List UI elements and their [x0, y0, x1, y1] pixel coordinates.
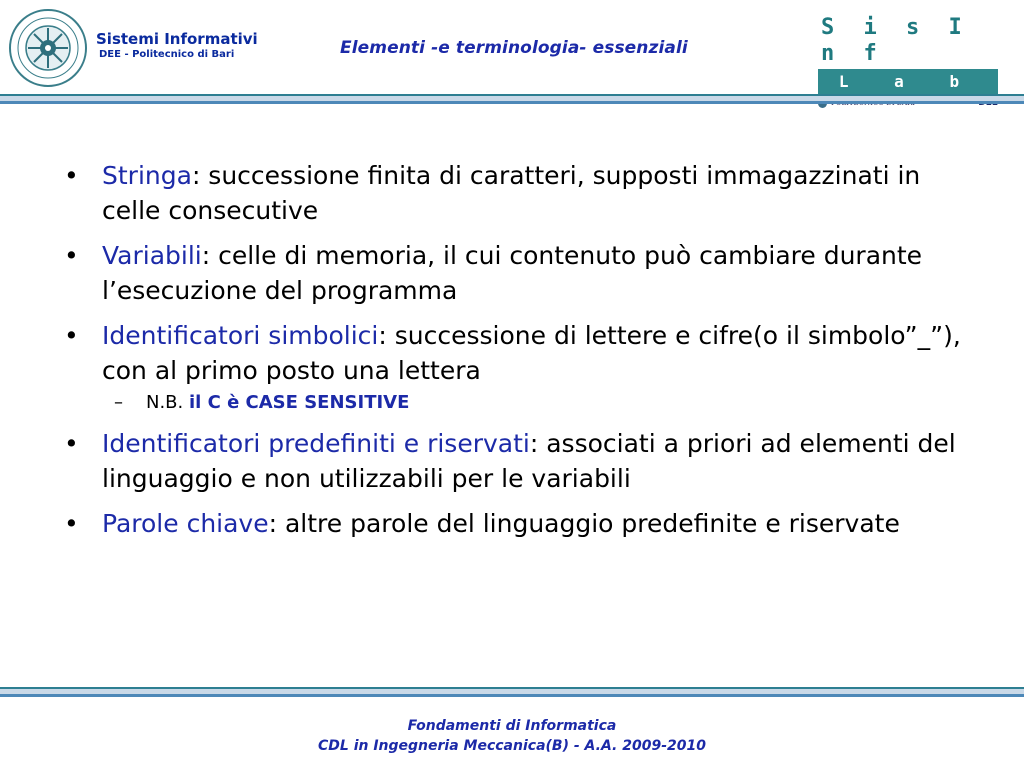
bullet-text: : altre parole del linguaggio predefinite e riservate	[268, 509, 900, 538]
bullet-text: : successione finita di caratteri, supposti immagazzinati in celle consecutive	[102, 161, 921, 225]
bullet-marker: •	[64, 509, 79, 538]
bullet-marker: •	[64, 241, 79, 270]
sub-dash: –	[114, 392, 123, 413]
bullet-marker: •	[64, 429, 79, 458]
bullet-item	[64, 238, 984, 308]
slide-content	[64, 158, 984, 551]
sub-note-prefix: N.B.	[146, 392, 189, 413]
sisinf-logo-bar: L a b	[818, 69, 998, 94]
header-divider	[0, 94, 1024, 104]
sisinf-logo-top: S i s I n f	[821, 15, 970, 66]
bullet-text: : associati a priori ad elementi del linguaggio e non utilizzabili per le variabili	[102, 429, 956, 493]
bullet-term: Variabili	[102, 241, 202, 270]
bullet-text: : celle di memoria, il cui contenuto può cambiare durante l’esecuzione del programma	[102, 241, 923, 305]
sub-note-emphasis: il C è CASE SENSITIVE	[188, 392, 410, 413]
bullet-term: Parole chiave	[102, 509, 269, 538]
bullet-term: Identificatori predefiniti e riservati	[102, 429, 530, 458]
bullet-item	[64, 426, 984, 496]
footer-course: Fondamenti di Informatica	[407, 718, 617, 734]
slide-footer	[0, 716, 1024, 756]
org-name: Sistemi Informativi	[96, 30, 258, 48]
bullet-item	[64, 158, 984, 228]
bullet-term: Stringa	[102, 161, 192, 190]
bullet-item	[64, 318, 984, 388]
slide-title: Elementi -e terminologia- essenziali	[340, 38, 688, 58]
bullet-marker: •	[64, 321, 79, 350]
bullet-marker: •	[64, 161, 79, 190]
bullet-term: Identificatori simbolici	[102, 321, 379, 350]
bullet-item	[64, 506, 984, 541]
footer-divider	[0, 687, 1024, 697]
org-block	[96, 31, 258, 61]
org-subtitle: DEE - Politecnico di Bari	[99, 49, 235, 60]
sub-note	[64, 390, 984, 416]
politecnico-seal-icon	[8, 8, 88, 88]
bullet-text: : successione di lettere e cifre(o il simbolo”_”), con al primo posto una lettera	[102, 321, 961, 385]
footer-program: CDL in Ingegneria Meccanica(B) - A.A. 2009-2010	[318, 738, 706, 754]
